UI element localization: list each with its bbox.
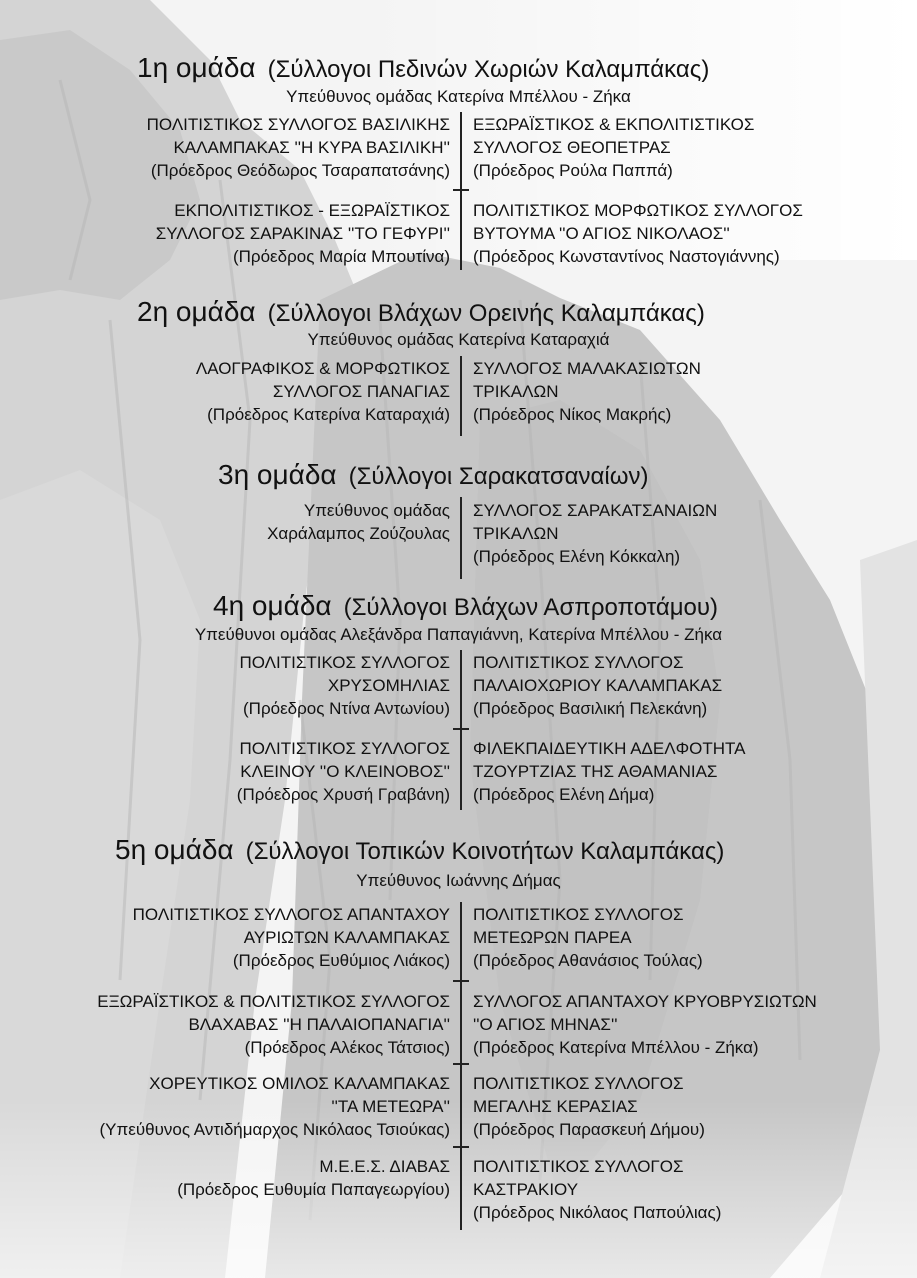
- club-line: Μ.Ε.Ε.Σ. ΔΙΑΒΑΣ: [319, 1157, 450, 1176]
- club-line: ΧΡΥΣΟΜΗΛΙΑΣ: [327, 676, 450, 695]
- club-president: (Πρόεδρος Ευθυμία Παπαγεωργίου): [177, 1180, 450, 1199]
- club-left: [156, 199, 450, 268]
- club-president: (Πρόεδρος Αλέκος Τάτσιος): [244, 1038, 450, 1057]
- group-1-header: [137, 51, 709, 90]
- club-line: ΠΟΛΙΤΙΣΤΙΚΟΣ ΣΥΛΛΟΓΟΣ: [473, 1157, 684, 1176]
- responsible-label: Υπεύθυνος ομάδας: [303, 501, 450, 520]
- club-right: [473, 990, 817, 1059]
- club-left: [196, 357, 450, 426]
- club-line: ΤΡΙΚΑΛΩΝ: [473, 524, 559, 543]
- club-line: ΠΟΛΙΤΙΣΤΙΚΟΣ ΣΥΛΛΟΓΟΣ ΒΑΣΙΛΙΚΗΣ: [146, 115, 450, 134]
- responsible-name: Χαράλαμπος Ζούζουλας: [267, 524, 450, 543]
- club-line: ΤΖΟΥΡΤΖΙΑΣ ΤΗΣ ΑΘΑΜΑΝΙΑΣ: [473, 762, 718, 781]
- club-president: (Πρόεδρος Κατερίνα Καταραχιά): [207, 405, 450, 424]
- club-line: ΠΟΛΙΤΙΣΤΙΚΟΣ ΣΥΛΛΟΓΟΣ: [473, 1074, 684, 1093]
- group-responsible: Υπεύθυνος Ιωάννης Δήμας: [356, 871, 561, 890]
- club-line: ΕΞΩΡΑΪΣΤΙΚΟΣ & ΕΚΠΟΛΙΤΙΣΤΙΚΟΣ: [473, 115, 755, 134]
- club-president: (Πρόεδρος Νικόλαος Παπούλιας): [473, 1203, 722, 1222]
- club-line: ΠΟΛΙΤΙΣΤΙΚΟΣ ΣΥΛΛΟΓΟΣ: [473, 905, 684, 924]
- column-divider: [460, 356, 462, 436]
- column-divider: [460, 902, 462, 1230]
- club-president: (Πρόεδρος Ντίνα Αντωνίου): [243, 699, 450, 718]
- club-line: ΒΥΤΟΥΜΑ ''Ο ΑΓΙΟΣ ΝΙΚΟΛΑΟΣ'': [473, 224, 730, 243]
- group-number: 1η ομάδα: [137, 52, 256, 83]
- club-president: (Πρόεδρος Κωνσταντίνος Ναστογιάννης): [473, 247, 780, 266]
- club-line: ΚΑΣΤΡΑΚΙΟΥ: [473, 1180, 579, 1199]
- club-left: [133, 903, 450, 972]
- group-3-header: [218, 458, 648, 497]
- club-line: ''Ο ΑΓΙΟΣ ΜΗΝΑΣ'': [473, 1015, 618, 1034]
- club-president: (Πρόεδρος Ευθύμιος Λιάκος): [232, 951, 450, 970]
- group-title: (Σύλλογοι Σαρακατσαναίων): [348, 463, 649, 490]
- club-president: (Πρόεδρος Χρυσή Γραβάνη): [236, 785, 450, 804]
- column-divider: [460, 112, 462, 270]
- club-president: (Πρόεδρος Αθανάσιος Τούλας): [473, 951, 703, 970]
- club-line: ΠΑΛΑΙΟΧΩΡΙΟΥ ΚΑΛΑΜΠΑΚΑΣ: [473, 676, 723, 695]
- club-line: ΣΥΛΛΟΓΟΣ ΣΑΡΑΚΙΝΑΣ ''ΤΟ ΓΕΦΥΡΙ'': [155, 224, 450, 243]
- club-line: ΣΥΛΛΟΓΟΣ ΜΑΛΑΚΑΣΙΩΤΩΝ: [473, 359, 701, 378]
- club-right: [473, 499, 717, 568]
- club-right: [473, 903, 703, 972]
- club-line: ΛΑΟΓΡΑΦΙΚΟΣ & ΜΟΡΦΩΤΙΚΟΣ: [195, 359, 450, 378]
- club-right: [473, 1155, 721, 1224]
- group-title: (Σύλλογοι Βλάχων Ασπροποτάμου): [343, 594, 719, 621]
- group-title: (Σύλλογοι Τοπικών Κοινοτήτων Καλαμπάκας): [245, 838, 725, 865]
- club-president: (Πρόεδρος Μαρία Μπουτίνα): [232, 247, 450, 266]
- group-number: 3η ομάδα: [218, 459, 337, 490]
- club-right: [473, 651, 722, 720]
- club-line: ΒΛΑΧΑΒΑΣ ''Η ΠΑΛΑΙΟΠΑΝΑΓΙΑ'': [188, 1015, 450, 1034]
- club-line: ''ΤΑ ΜΕΤΕΩΡΑ'': [331, 1097, 450, 1116]
- club-president: (Πρόεδρος Ρούλα Παππά): [473, 161, 673, 180]
- club-left: [239, 651, 450, 720]
- club-line: ΣΥΛΛΟΓΟΣ ΑΠΑΝΤΑΧΟΥ ΚΡΥΟΒΡΥΣΙΩΤΩΝ: [473, 992, 817, 1011]
- group-responsible: Υπεύθυνοι ομάδας Αλεξάνδρα Παπαγιάννη, Κατερίνα Μπέλλου - Ζήκα: [194, 625, 723, 644]
- club-line: ΜΕΓΑΛΗΣ ΚΕΡΑΣΙΑΣ: [473, 1097, 638, 1116]
- club-line: ΑΥΡΙΩΤΩΝ ΚΑΛΑΜΠΑΚΑΣ: [243, 928, 450, 947]
- club-line: ΠΟΛΙΤΙΣΤΙΚΟΣ ΣΥΛΛΟΓΟΣ ΑΠΑΝΤΑΧΟΥ: [132, 905, 450, 924]
- club-line: ΚΑΛΑΜΠΑΚΑΣ ''Η ΚΥΡΑ ΒΑΣΙΛΙΚΗ'': [173, 138, 450, 157]
- group-title: (Σύλλογοι Βλάχων Ορεινής Καλαμπάκας): [267, 300, 705, 327]
- club-left: [177, 1155, 450, 1201]
- group-title: (Σύλλογοι Πεδινών Χωριών Καλαμπάκας): [267, 56, 710, 83]
- club-right: [473, 357, 701, 426]
- row-separator: [453, 189, 469, 191]
- club-line: ΜΕΤΕΩΡΩΝ ΠΑΡΕΑ: [473, 928, 632, 947]
- club-line: ΠΟΛΙΤΙΣΤΙΚΟΣ ΣΥΛΛΟΓΟΣ: [473, 653, 684, 672]
- column-divider: [460, 650, 462, 810]
- club-president: (Υπεύθυνος Αντιδήμαρχος Νικόλαος Τσιούκας): [99, 1120, 450, 1139]
- club-president: (Πρόεδρος Κατερίνα Μπέλλου - Ζήκα): [473, 1038, 759, 1057]
- group-number: 2η ομάδα: [137, 296, 256, 327]
- club-line: ΤΡΙΚΑΛΩΝ: [473, 382, 559, 401]
- group-2-header: [137, 295, 705, 334]
- club-president: (Πρόεδρος Νίκος Μακρής): [473, 405, 672, 424]
- club-president: (Πρόεδρος Παρασκευή Δήμου): [473, 1120, 705, 1139]
- club-line: ΣΥΛΛΟΓΟΣ ΠΑΝΑΓΙΑΣ: [272, 382, 450, 401]
- row-separator: [453, 980, 469, 982]
- club-line: ΠΟΛΙΤΙΣΤΙΚΟΣ ΜΟΡΦΩΤΙΚΟΣ ΣΥΛΛΟΓΟΣ: [473, 201, 803, 220]
- club-line: ΣΥΛΛΟΓΟΣ ΣΑΡΑΚΑΤΣΑΝΑΙΩΝ: [473, 501, 718, 520]
- club-left: [97, 990, 450, 1059]
- column-divider: [460, 497, 462, 579]
- club-right: [473, 199, 803, 268]
- club-president: (Πρόεδρος Ελένη Κόκκαλη): [473, 547, 681, 566]
- group-4-header: [213, 589, 718, 628]
- club-president: (Πρόεδρος Ελένη Δήμα): [473, 785, 655, 804]
- group-number: 4η ομάδα: [213, 590, 332, 621]
- group-responsible: Υπεύθυνος ομάδας Κατερίνα Μπέλλου - Ζήκα: [286, 87, 631, 106]
- club-left: [147, 113, 450, 182]
- club-line: ΧΟΡΕΥΤΙΚΟΣ ΟΜΙΛΟΣ ΚΑΛΑΜΠΑΚΑΣ: [149, 1074, 450, 1093]
- club-left: [100, 1072, 450, 1141]
- club-line: ΦΙΛΕΚΠΑΙΔΕΥΤΙΚΗ ΑΔΕΛΦΟΤΗΤΑ: [473, 739, 746, 758]
- club-right: [473, 113, 754, 182]
- club-line: ΠΟΛΙΤΙΣΤΙΚΟΣ ΣΥΛΛΟΓΟΣ: [239, 653, 450, 672]
- club-line: ΣΥΛΛΟΓΟΣ ΘΕΟΠΕΤΡΑΣ: [473, 138, 671, 157]
- group-5-header: [115, 833, 724, 872]
- group-number: 5η ομάδα: [115, 834, 234, 865]
- row-separator: [453, 1063, 469, 1065]
- group-responsible: Υπεύθυνος ομάδας Κατερίνα Καταραχιά: [307, 330, 610, 349]
- row-separator: [453, 728, 469, 730]
- club-president: (Πρόεδρος Θεόδωρος Τσαραπατσάνης): [150, 161, 450, 180]
- club-left: [237, 737, 450, 806]
- club-president: (Πρόεδρος Βασιλική Πελεκάνη): [473, 699, 708, 718]
- club-line: ΕΞΩΡΑΪΣΤΙΚΟΣ & ΠΟΛΙΤΙΣΤΙΚΟΣ ΣΥΛΛΟΓΟΣ: [97, 992, 450, 1011]
- row-separator: [453, 1146, 469, 1148]
- club-line: ΚΛΕΙΝΟΥ ''Ο ΚΛΕΙΝΟΒΟΣ'': [240, 762, 450, 781]
- club-line: ΕΚΠΟΛΙΤΙΣΤΙΚΟΣ - ΕΞΩΡΑΪΣΤΙΚΟΣ: [174, 201, 450, 220]
- club-right: [473, 1072, 705, 1141]
- club-right: [473, 737, 746, 806]
- club-line: ΠΟΛΙΤΙΣΤΙΚΟΣ ΣΥΛΛΟΓΟΣ: [239, 739, 450, 758]
- group-responsible: [267, 499, 450, 545]
